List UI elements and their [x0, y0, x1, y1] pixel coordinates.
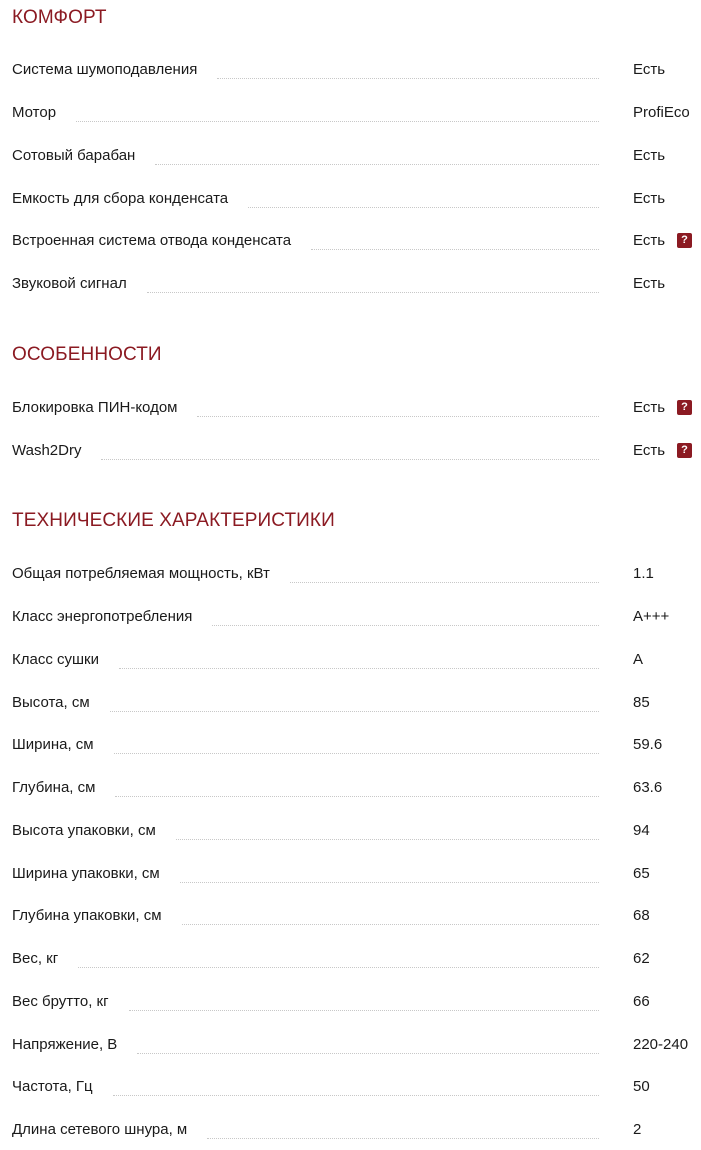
spec-row	[12, 606, 696, 628]
spec-label: Высота, см	[12, 694, 90, 711]
spec-row	[12, 692, 696, 714]
dotted-leader	[217, 78, 599, 79]
dotted-leader	[78, 967, 599, 968]
spec-row	[12, 59, 696, 81]
spec-value: Есть	[633, 442, 666, 459]
spec-row	[12, 145, 696, 167]
spec-label: Система шумоподавления	[12, 61, 198, 78]
spec-label: Вес, кг	[12, 950, 59, 967]
dotted-leader	[137, 1053, 599, 1054]
spec-label: Высота упаковки, см	[12, 822, 156, 839]
spec-row	[12, 820, 696, 842]
spec-label: Звуковой сигнал	[12, 275, 127, 292]
spec-label: Глубина, см	[12, 779, 96, 796]
spec-label: Длина сетевого шнура, м	[12, 1121, 188, 1138]
dotted-leader	[290, 582, 599, 583]
spec-label: Ширина, см	[12, 736, 94, 753]
spec-row	[12, 230, 696, 252]
spec-row	[12, 734, 696, 756]
spec-value: 62	[633, 950, 650, 967]
dotted-leader	[115, 796, 599, 797]
spec-label: Ширина упаковки, см	[12, 865, 160, 882]
spec-value: 2	[633, 1121, 642, 1138]
spec-row	[12, 991, 696, 1013]
spec-value: 94	[633, 822, 650, 839]
spec-value: 50	[633, 1078, 650, 1095]
dotted-leader	[212, 625, 599, 626]
section-title-tech-specs: ТЕХНИЧЕСКИЕ ХАРАКТЕРИСТИКИ	[12, 510, 335, 531]
spec-value: Есть	[633, 147, 666, 164]
spec-row	[12, 563, 696, 585]
spec-value: 66	[633, 993, 650, 1010]
help-question-icon[interactable]: ?	[677, 443, 692, 458]
spec-label: Встроенная система отвода конденсата	[12, 232, 292, 249]
dotted-leader	[101, 459, 599, 460]
spec-label: Вес брутто, кг	[12, 993, 109, 1010]
dotted-leader	[311, 249, 599, 250]
spec-label: Класс энергопотребления	[12, 608, 193, 625]
help-question-icon[interactable]: ?	[677, 233, 692, 248]
spec-label: Блокировка ПИН-кодом	[12, 399, 178, 416]
help-question-icon[interactable]: ?	[677, 400, 692, 415]
spec-label: Wash2Dry	[12, 442, 82, 459]
dotted-leader	[147, 292, 599, 293]
spec-row	[12, 188, 696, 210]
dotted-leader	[129, 1010, 599, 1011]
spec-row	[12, 777, 696, 799]
spec-row	[12, 273, 696, 295]
spec-value: A+++	[633, 608, 670, 625]
dotted-leader	[176, 839, 599, 840]
spec-row	[12, 440, 696, 462]
dotted-leader	[182, 924, 599, 925]
spec-row	[12, 102, 696, 124]
spec-row	[12, 1119, 696, 1141]
spec-row	[12, 1034, 696, 1056]
spec-label: Емкость для сбора конденсата	[12, 190, 229, 207]
spec-row	[12, 397, 696, 419]
spec-row	[12, 649, 696, 671]
spec-label: Сотовый барабан	[12, 147, 136, 164]
spec-value: Есть	[633, 399, 666, 416]
spec-row	[12, 1076, 696, 1098]
spec-value: ProfiEco	[633, 104, 690, 121]
spec-row	[12, 905, 696, 927]
spec-value: 65	[633, 865, 650, 882]
spec-row	[12, 948, 696, 970]
spec-value: 85	[633, 694, 650, 711]
spec-label: Общая потребляемая мощность, кВт	[12, 565, 270, 582]
dotted-leader	[76, 121, 599, 122]
spec-row	[12, 863, 696, 885]
spec-value: 1.1	[633, 565, 654, 582]
dotted-leader	[197, 416, 599, 417]
spec-value: A	[633, 651, 644, 668]
dotted-leader	[155, 164, 599, 165]
dotted-leader	[113, 1095, 599, 1096]
dotted-leader	[110, 711, 599, 712]
dotted-leader	[207, 1138, 599, 1139]
spec-value: 220-240	[633, 1036, 689, 1053]
spec-label: Частота, Гц	[12, 1078, 93, 1095]
spec-label: Класс сушки	[12, 651, 99, 668]
spec-value: Есть	[633, 61, 666, 78]
spec-value: Есть	[633, 232, 666, 249]
spec-label: Напряжение, В	[12, 1036, 118, 1053]
spec-label: Мотор	[12, 104, 57, 121]
dotted-leader	[114, 753, 599, 754]
dotted-leader	[180, 882, 599, 883]
dotted-leader	[248, 207, 599, 208]
spec-value: 63.6	[633, 779, 663, 796]
spec-value: 59.6	[633, 736, 663, 753]
dotted-leader	[119, 668, 599, 669]
section-title-features: ОСОБЕННОСТИ	[12, 344, 162, 365]
spec-label: Глубина упаковки, см	[12, 907, 162, 924]
spec-value: 68	[633, 907, 650, 924]
spec-value: Есть	[633, 275, 666, 292]
section-title-comfort: КОМФОРТ	[12, 7, 107, 28]
spec-value: Есть	[633, 190, 666, 207]
